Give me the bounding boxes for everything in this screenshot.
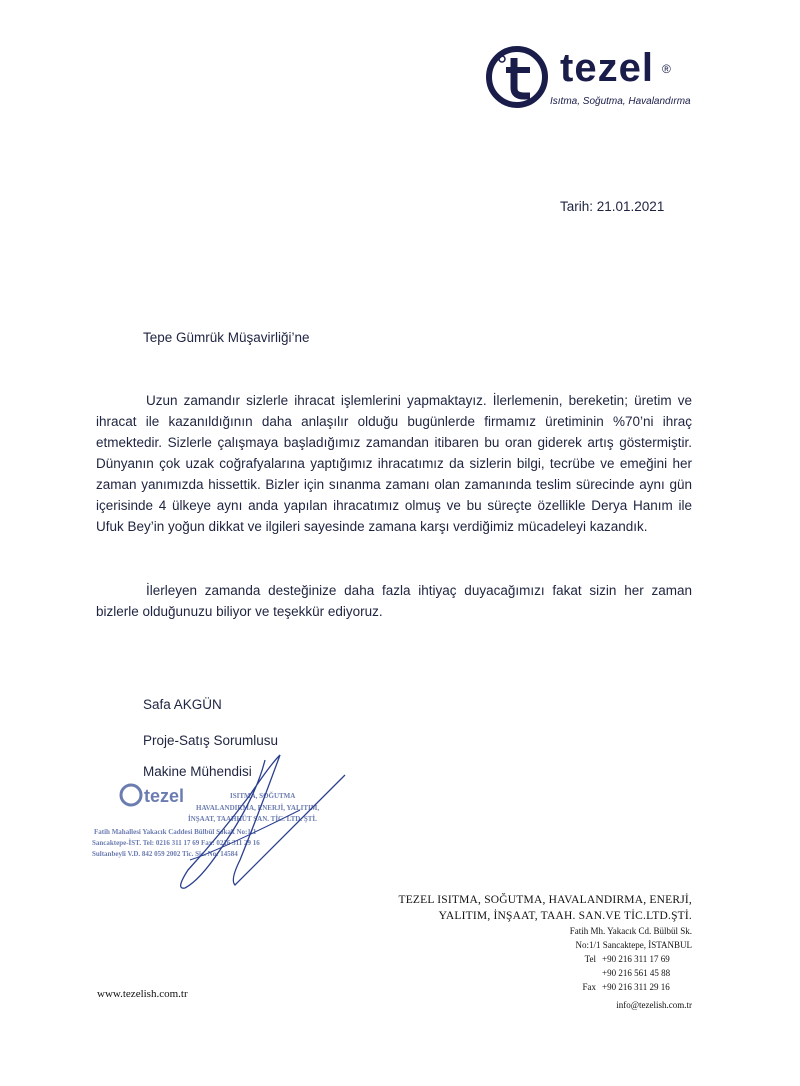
stamp-line: Fatih Mahallesi Yakacık Caddesi Bülbül Sokak No:1/1 — [94, 828, 257, 836]
letter-date: Tarih: 21.01.2021 — [560, 199, 665, 214]
fax-row — [398, 980, 692, 994]
tel-number: +90 216 311 17 69 — [602, 954, 670, 964]
company-logo — [484, 44, 694, 114]
company-website: www.tezelish.com.tr — [97, 988, 188, 1000]
handwritten-signature — [160, 740, 360, 900]
stamp-line: ISITMA, SOĞUTMA — [230, 792, 296, 800]
company-email: info@tezelish.com.tr — [616, 1000, 692, 1010]
phone-row — [398, 952, 692, 966]
registered-mark: ® — [662, 62, 671, 76]
signatory-name: Safa AKGÜN — [143, 697, 222, 712]
address-street: Fatih Mh. Yakacık Cd. Bülbül Sk. — [569, 926, 692, 936]
body-paragraph: Uzun zamandır sizlerle ihracat işlemlerini yapmaktayız. İlerlemenin, bereketin; üretim ve ihracat ile kazanıldığının daha anlaşılır olduğu bugünlerde firmamız üretiminin %70’ni ihraç etmektedir. Sizlerle çalışmaya başladığımız zamandan itibaren bu oran giderek artış göstermiştir. Dünyanın çok uzak coğrafyalarına yaptığımız ihracatımız da sizlerin bilgi, tecrübe ve emeğini her zaman yanımızda hissettik. Bizler için sınanma zamanı olan zamanında teslim sürecinde aynı gün içerisinde 4 ülkeye aynı anda yapılan ihracatımız olmuş ve bu süreçte özellikle Derya Hanım ile Ufuk Bey’in yoğun dikkat ve ilgileri sayesinde zamana karşı verdiğimiz mücadeleyi kazandık. — [96, 393, 692, 534]
tel-label: Tel — [584, 954, 596, 964]
svg-text:tezel: tezel — [144, 786, 185, 806]
signatory-title: Makine Mühendisi — [143, 764, 252, 779]
company-address — [398, 892, 692, 1012]
logo-tagline: Isıtma, Soğutma, Havalandırma — [550, 96, 691, 107]
fax-number: +90 216 311 29 16 — [602, 982, 670, 992]
fax-label: Fax — [582, 982, 596, 992]
company-name-line2: YALITIM, İNŞAAT, TAAH. SAN.VE TİC.LTD.ŞTİ. — [438, 910, 692, 922]
tel-number: +90 216 561 45 88 — [602, 968, 671, 978]
address-district: No:1/1 Sancaktepe, İSTANBUL — [575, 940, 692, 950]
body-paragraph: İlerleyen zamanda desteğinize daha fazla ihtiyaç duyacağımızı fakat sizin her zaman bizlerle olduğunuzu biliyor ve teşekkür ediyoruz. — [96, 583, 692, 619]
stamp-line: HAVALANDIRMA, ENERJİ, YALITIM, — [196, 804, 320, 812]
signatory-role: Proje-Satış Sorumlusu — [143, 733, 279, 748]
phone-row — [398, 966, 692, 980]
stamp-line: İNŞAAT, TAAHHÜT SAN. TİC. LTD. ŞTİ. — [188, 815, 317, 823]
logo-wordmark: tezel — [560, 46, 654, 90]
recipient: Tepe Gümrük Müşavirliği’ne — [143, 330, 310, 345]
stamp-line: Sultanbeyli V.D. 842 059 2002 Tic. Sic. No: 14584 — [92, 850, 238, 858]
company-name-line1: TEZEL ISITMA, SOĞUTMA, HAVALANDIRMA, ENERJİ, — [398, 894, 692, 906]
logo-t-emblem-icon — [484, 44, 554, 114]
stamp-line: Sancaktepe-İST. Tel: 0216 311 17 69 Fax: 0216 311 29 16 — [92, 839, 260, 847]
